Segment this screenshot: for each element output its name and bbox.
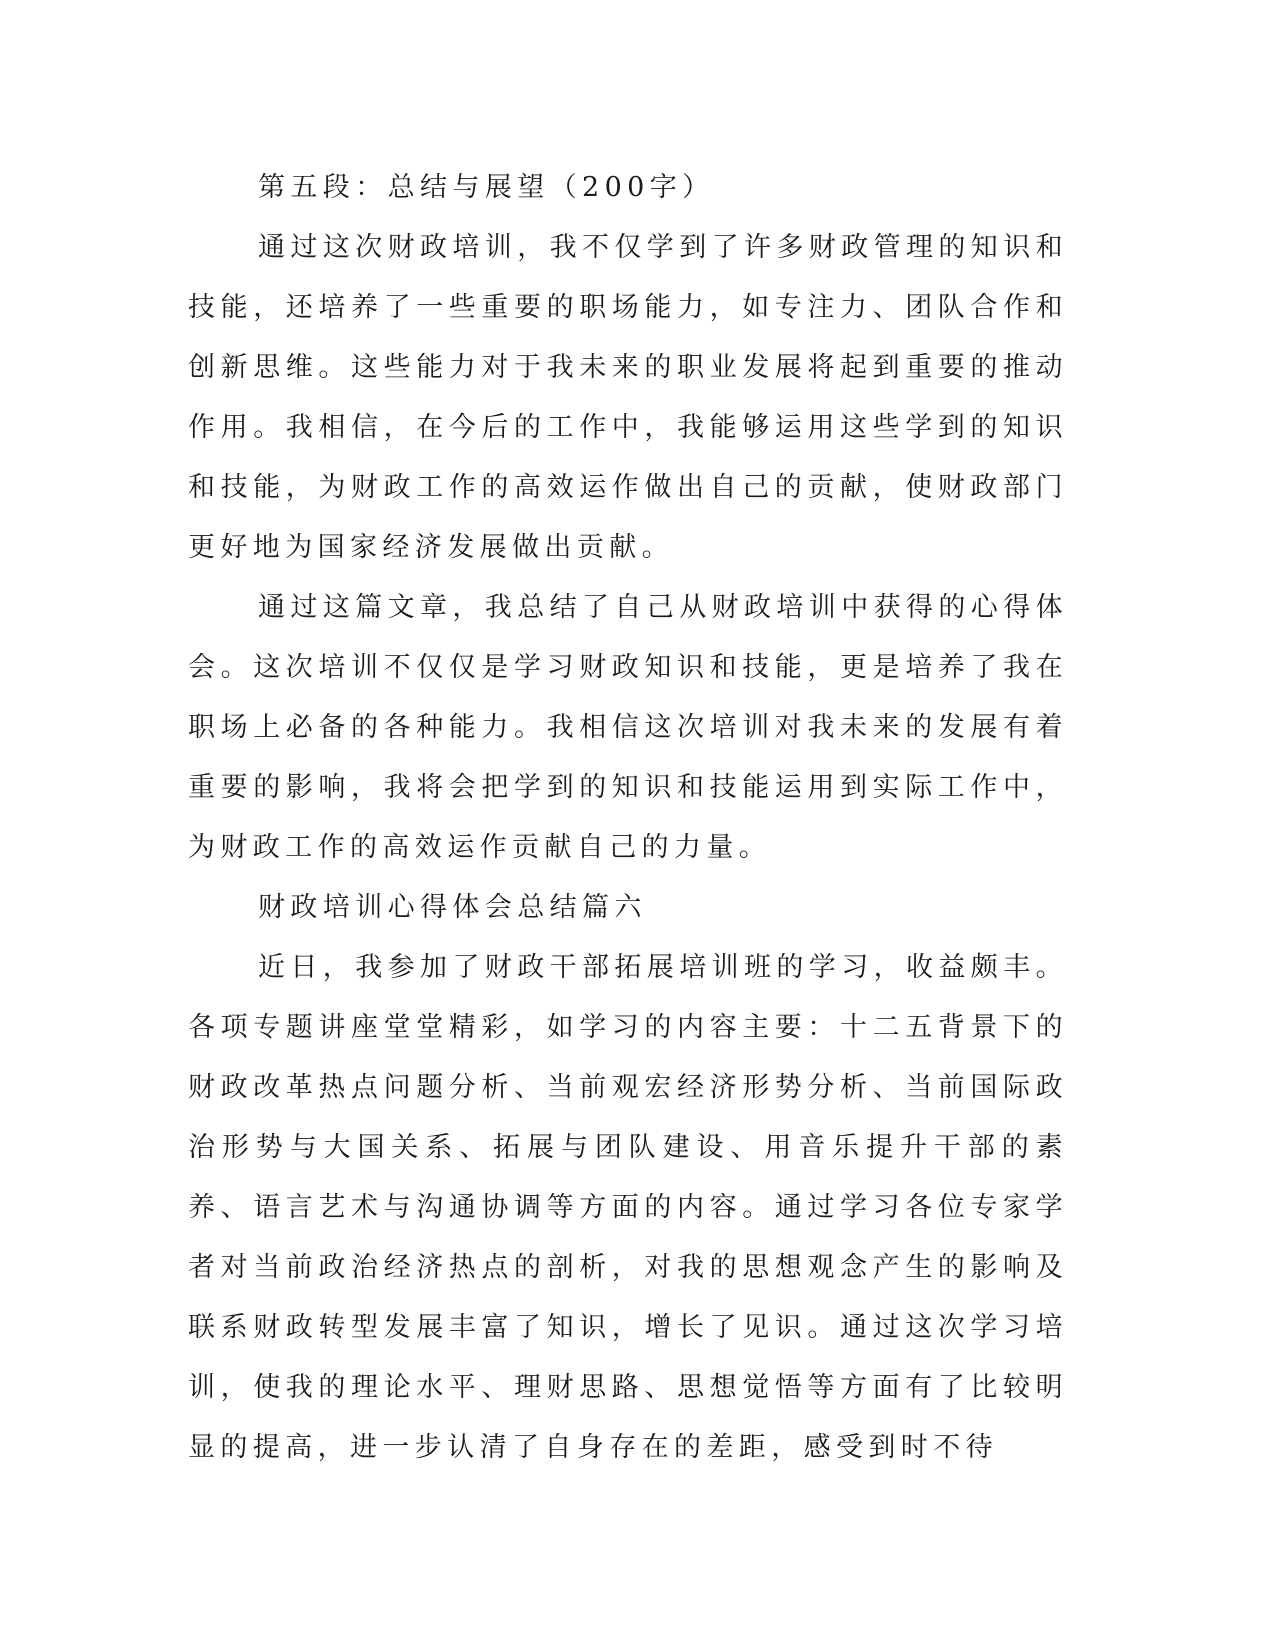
paragraph: 近日，我参加了财政干部拓展培训班的学习，收益颇丰。各项专题讲座堂堂精彩，如学习的内容主要：十二五背景下的财政改革热点问题分析、当前观宏经济形势分析、当前国际政治形势与大国关系、拓展与团队建设、用音乐提升干部的素养、语言艺术与沟通协调等方面的内容。通过学习各位专家学者对当前政治经济热点的剖析，对我的思想观念产生的影响及联系财政转型发展丰富了知识，增长了见识。通过这次学习培训，使我的理论水平、理财思路、思想觉悟等方面有了比较明显的提高，进一步认清了自身存在的差距，感受到时不待	[188, 952, 1068, 1463]
section-heading: 第五段：总结与展望（200字）	[258, 172, 715, 203]
paragraph: 通过这次财政培训，我不仅学到了许多财政管理的知识和技能，还培养了一些重要的职场能力，如专注力、团队合作和创新思维。这些能力对于我未来的职业发展将起到重要的推动作用。我相信，在今后的工作中，我能够运用这些学到的知识和技能，为财政工作的高效运作做出自己的贡献，使财政部门更好地为国家经济发展做出贡献。	[188, 232, 1068, 563]
section-title: 财政培训心得体会总结篇六	[258, 892, 647, 923]
paragraph: 通过这篇文章，我总结了自己从财政培训中获得的心得体会。这次培训不仅仅是学习财政知识和技能，更是培养了我在职场上必备的各种能力。我相信这次培训对我未来的发展有着重要的影响，我将会把学到的知识和技能运用到实际工作中，为财政工作的高效运作贡献自己的力量。	[188, 592, 1068, 863]
document-body	[188, 158, 1068, 1478]
